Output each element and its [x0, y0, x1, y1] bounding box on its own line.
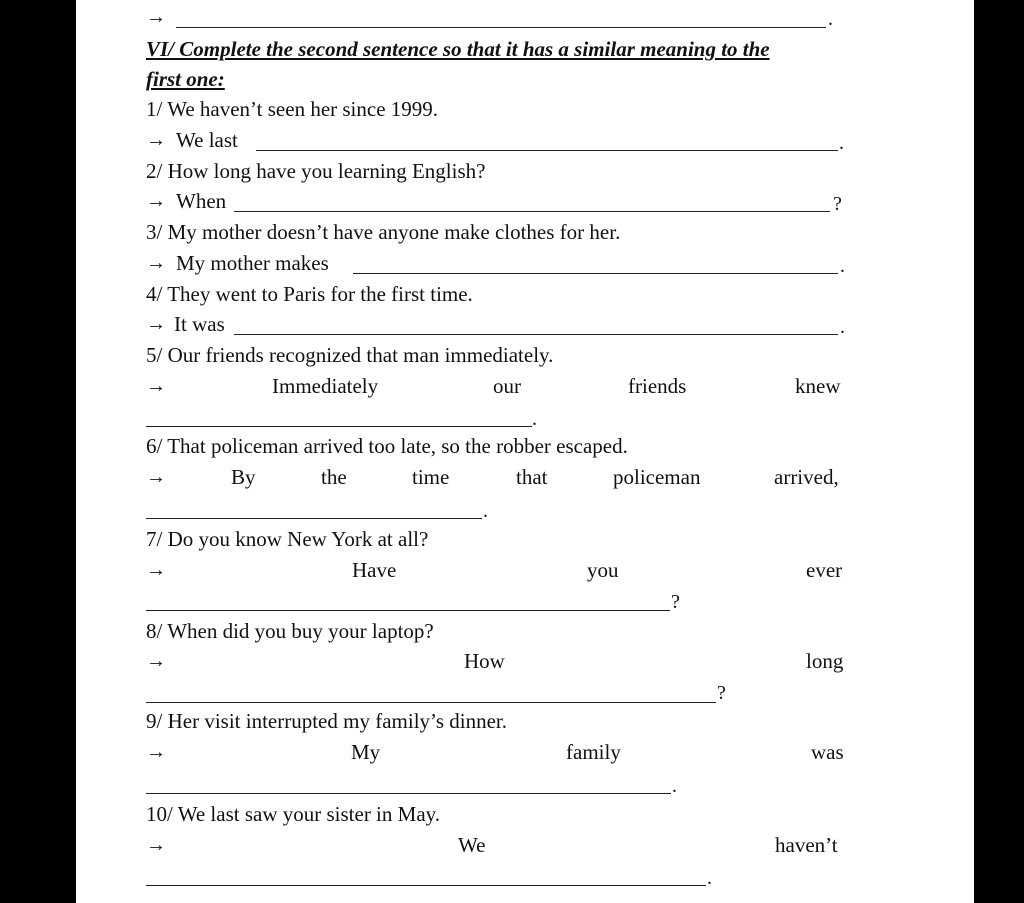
- answer-word: arrived,: [774, 465, 839, 489]
- answer-line-1[interactable]: [256, 150, 838, 151]
- arrow-icon: →: [146, 466, 166, 488]
- answer-line-10[interactable]: [146, 885, 706, 886]
- answer-line-3[interactable]: [353, 273, 838, 274]
- answer-line-2[interactable]: [234, 211, 830, 212]
- section-heading-line1: VI/ Complete the second sentence so that it has a similar meaning to the: [146, 37, 770, 61]
- answer-word: By: [231, 465, 256, 489]
- question-4: 4/ They went to Paris for the first time.: [146, 282, 473, 306]
- answer-word: our: [493, 374, 521, 398]
- answer-end-3: .: [840, 255, 845, 277]
- line-end-punct: .: [828, 8, 833, 30]
- section-heading-line2: first one:: [146, 67, 225, 91]
- answer-line-7[interactable]: [146, 610, 670, 611]
- answer-word: haven’t: [775, 833, 838, 857]
- answer-line-9[interactable]: [146, 793, 671, 794]
- answer-word: time: [412, 465, 450, 489]
- question-2: 2/ How long have you learning English?: [146, 159, 486, 183]
- answer-word: friends: [628, 374, 687, 398]
- question-3: 3/ My mother doesn’t have anyone make clothes for her.: [146, 220, 621, 244]
- arrow-icon: →: [146, 129, 166, 151]
- answer-end-1: .: [839, 132, 844, 154]
- answer-line-8[interactable]: [146, 702, 716, 703]
- answer-word: you: [587, 558, 619, 582]
- answer-word: the: [321, 465, 347, 489]
- answer-line-6[interactable]: [146, 518, 482, 519]
- arrow-icon: →: [146, 6, 166, 28]
- answer-prefix-1: We last: [176, 128, 238, 152]
- question-8: 8/ When did you buy your laptop?: [146, 619, 434, 643]
- arrow-icon: →: [146, 375, 166, 397]
- arrow-icon: →: [146, 313, 166, 335]
- answer-word: was: [811, 740, 844, 764]
- answer-end-2: ?: [833, 193, 842, 215]
- question-1: 1/ We haven’t seen her since 1999.: [146, 97, 439, 121]
- answer-word: We: [458, 833, 486, 857]
- answer-line-4[interactable]: [234, 334, 838, 335]
- arrow-icon: →: [146, 252, 166, 274]
- question-6: 6/ That policeman arrived too late, so the robber escaped.: [146, 434, 628, 458]
- question-10: 10/ We last saw your sister in May.: [146, 802, 441, 826]
- answer-end-10: .: [707, 867, 712, 889]
- arrow-icon: →: [146, 834, 166, 856]
- answer-word: long: [806, 649, 844, 673]
- answer-word: policeman: [613, 465, 701, 489]
- answer-end-5: .: [532, 408, 537, 430]
- worksheet-page: [76, 0, 974, 903]
- answer-word: Have: [352, 558, 397, 582]
- answer-line-5[interactable]: [146, 426, 532, 427]
- arrow-icon: →: [146, 559, 166, 581]
- answer-end-6: .: [483, 500, 488, 522]
- answer-prefix-3: My mother makes: [176, 251, 329, 275]
- answer-end-7: ?: [671, 591, 680, 613]
- answer-word: ever: [806, 558, 843, 582]
- answer-word: that: [516, 465, 548, 489]
- answer-prefix-4: It was: [174, 312, 225, 336]
- answer-end-8: ?: [717, 682, 726, 704]
- question-5: 5/ Our friends recognized that man immediately.: [146, 343, 554, 367]
- arrow-icon: →: [146, 190, 166, 212]
- answer-word: How: [464, 649, 505, 673]
- answer-line: [176, 27, 826, 28]
- answer-word: family: [566, 740, 621, 764]
- answer-word: My: [351, 740, 381, 764]
- question-9: 9/ Her visit interrupted my family’s dinner.: [146, 709, 508, 733]
- answer-word: knew: [795, 374, 841, 398]
- arrow-icon: →: [146, 741, 166, 763]
- arrow-icon: →: [146, 650, 166, 672]
- answer-end-9: .: [672, 775, 677, 797]
- answer-word: Immediately: [272, 374, 379, 398]
- answer-prefix-2: When: [176, 189, 227, 213]
- answer-end-4: .: [840, 316, 845, 338]
- question-7: 7/ Do you know New York at all?: [146, 527, 429, 551]
